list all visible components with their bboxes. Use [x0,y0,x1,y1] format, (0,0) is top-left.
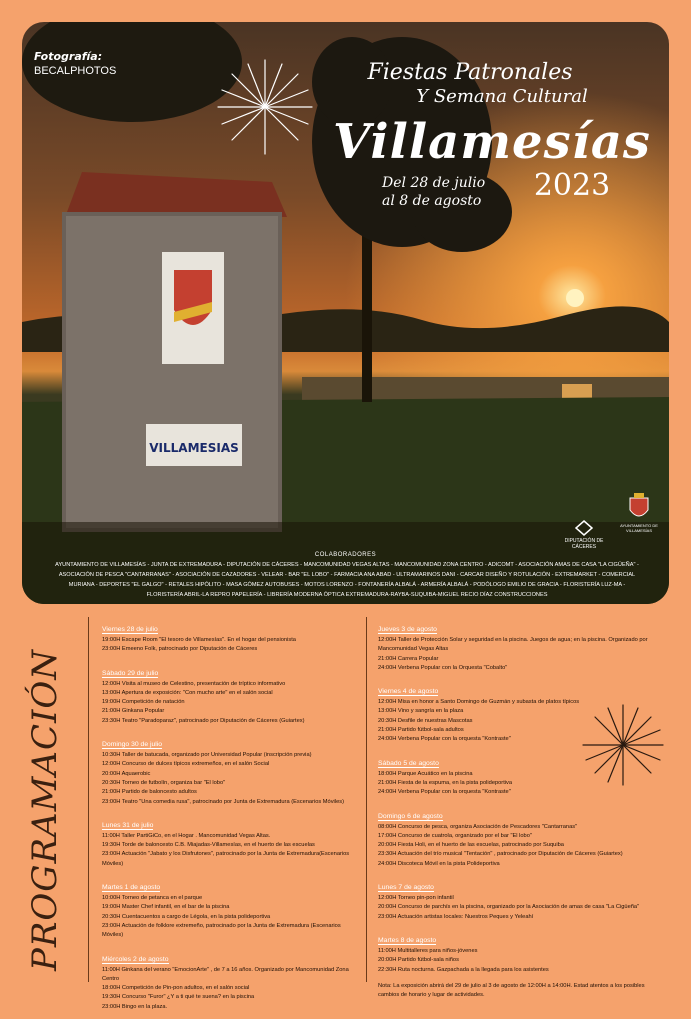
diputacion-logo [554,520,614,550]
title-line2: Y Semana Cultural [416,86,588,107]
event-item: 19:00H Master Chef infantil, en el bar de la piscina [102,904,230,911]
event-item: 18:00H Competición de Pin-pon adultos, en el salón social [102,985,250,992]
day-jueves-3-de-agosto [378,618,663,673]
ayuntamiento-logo-text: AYUNTAMIENTO DE VILLAMESÍAS [620,523,658,533]
event-item: 23:00H Emeeno Folk, patrocinado por Diputación de Cáceres [102,646,258,653]
diputacion-emblem-icon [575,520,593,536]
diputacion-logo-text: DIPUTACIÓN DE CÁCERES [564,538,604,550]
event-item: 12:00H Misa en honor a Santo Domingo de Guzmán y subasta de platos típicos [378,699,580,706]
day-title: Martes 8 de agosto [378,936,437,944]
sun [566,289,584,307]
event-item: 21:00H Fiesta de la espuma, en la pista polideportiva [378,779,513,786]
event-item: 12:00H Torneo pin-pon infantil [378,895,454,902]
village-sign-text: VILLAMESIAS [149,441,239,455]
day-title: Viernes 4 de agosto [378,688,439,696]
colaboradores-list: AYUNTAMIENTO DE VILLAMESÍAS - JUNTA DE EXTREMADURA - DIPUTACIÓN DE CÁCERES - MANCOMUNIDAD VEGAS ALTAS - MANCOMUNIDAD ZONA CENTRO - ADICOMT - ASOCIACIÓN AMAS DE CASA "LA CIGÜEÑA" - ASOCIACIÓN DE PESCA "CANTARRANAS" - ASOCIACIÓN DE CAZADORES - VELEAR - BAR "EL LOBO" - FARMACIA ANA ABAD - ULTRAMARINOS DANI - CARCAR DISEÑO Y ROTULACIÓN - EXTREMARKET - COMERCIAL MURIANA - DEPORTES "EL GALGO" - RETALES HIPÓLITO - MASA GÓMEZ AUTOBUSES - MOTOS LORENZO - FONTANERÍA ALBALÁ - ARMERÍA ALBALÁ - PODÓLOGO EMILIO DE GRACIA - FLORISTERÍA LUZ-MA - FLORISTERÍA ABRIL-LA REPRO PAPELERÍA - LIBRERÍA MODERNA ÓPTICA EXTREMADURA-RAYBA-SUQUIBA-MIGUEL RECIO DÍAZ CONSTRUCCIONES [55,562,639,598]
day-title: Domingo 30 de julio [102,741,163,749]
event-item: 23:00H Actuación artistas locales: Nuestros Peques y Yeleahí [378,913,534,920]
event-item: 11:00H Taller PartiGiCo, en el Hogar . Mancomunidad Vegas Altas. [102,832,271,839]
event-item: 19:30H Concurso "Furor" ¿Y a ti qué te suena? en la piscina [102,994,255,1001]
event-item: 21:00H Carrera Popular [378,655,439,662]
day-title: Sábado 5 de agosto [378,759,439,767]
coat-of-arms-icon [628,492,650,522]
program-note: Nota: La exposición abrirá del 29 de julio al 3 de agosto de 12:00H a 14:00H. Estad atentos a los posibles cambios de horario y lugar de actividades. [378,982,645,998]
day-martes-8-de-agosto [378,929,663,975]
event-item: 10:00H Torneo de petanca en el parque [102,895,203,902]
day-domingo-30-de-julio [102,733,357,807]
event-item: 23:00H Actuación "Jabato y los Disfrutones", patrocinado por la Junta de Extremadura(Escenarios Móviles) [102,851,350,867]
event-item: 13:00H Vino y sangría en la plaza [378,708,464,715]
year: 2023 [533,168,611,203]
day-sabado-29-de-julio [102,662,357,726]
day-title: Lunes 7 de agosto [378,884,434,892]
sunset-scene [22,22,669,604]
colaboradores-label: COLABORADORES [314,552,377,558]
event-item: 19:00H Competición de natación [102,699,185,706]
programacion-text: PROGRAMACIÓN [25,648,65,972]
program-left-column [102,618,357,1019]
day-lunes-31-de-julio [102,814,357,869]
event-item: 12:00H Taller de Protección Solar y seguridad en la piscina. Juegos de agua; en la piscina. Organizado por Mancomunidad Vegas Altas [378,637,648,653]
event-item: 21:00H Partido de baloncesto adultos [102,789,197,796]
event-item: 13:00H Apertura de exposición: "Con mucho arte" en el salón social [102,689,273,696]
day-title: Viernes 28 de julio [102,626,158,633]
event-item: 11:00H Ginkana del verano "EmocionArte" , de 7 a 16 años. Organizado por Mancomunidad Zona Centro [102,966,349,982]
program-right-column [378,618,663,1000]
title-line1: Fiestas Patronales [367,60,573,85]
dates-line1: Del 28 de julio [382,175,486,191]
event-item: 21:00H Partido fútbol-sala adultos [378,727,464,734]
event-item: 23:00H Bingo en la plaza. [102,1003,168,1010]
event-item: 24:00H Verbena Popular con la orquesta "Kontraste" [378,789,511,796]
programacion-label [20,648,70,972]
event-item: 21:00H Ginkana Popular [102,708,165,715]
event-item: 12:00H Concurso de dulces típicos extremeños, en el salón Social [102,761,270,768]
event-item: 20:00H Aquaerobic [102,770,151,777]
event-item: 23:30H Teatro "Paradoparaz", patrocinado por Diputación de Cáceres (Guiartex) [102,717,305,724]
hero-photo [22,22,669,604]
event-item: 20:30H Torneo de futbolín, organiza bar "El lobo" [102,779,226,786]
day-title: Martes 1 de agosto [102,884,161,892]
day-title: Lunes 31 de julio [102,821,154,829]
event-item: 08:00H Concurso de pesca, organiza Asociación de Pescadores "Cantarranas" [378,823,578,830]
day-lunes-7-de-agosto [378,876,663,922]
event-item: 20:00H Concurso de parchís en la piscina, organizado por la Asociación de amas de casa "La Cigüeña" [378,904,640,911]
event-item: 11:00H Multitalleres para niños-jóvenes [378,947,478,954]
event-item: 17:00H Concurso de cuatrola, organizado por el bar "El lobo" [378,832,532,839]
ayuntamiento-logo [614,492,664,533]
event-item: 23:30H Actuación del trío musical "Tentación" , patrocinado por Diputación de Cáceres (Guiartex) [378,851,623,858]
day-domingo-6-de-agosto [378,805,663,869]
event-item: 18:00H Parque Acuático en la piscina [378,770,473,777]
event-item: 12:00H Visita al museo de Celestino, presentación de tríptico informativo [102,680,286,687]
photo-credit [34,50,116,78]
firework-icon [210,52,320,162]
day-martes-1-de-agosto [102,876,357,940]
day-title: Sábado 29 de julio [102,669,159,677]
event-item: 23:00H Teatro "Una comedia rusa", patrocinado por Junta de Extremadura (Escenarios Móviles) [102,798,344,805]
event-item: 19:00H Escape Room "El tesoro de Villamesías". En el hogar del pensionista [102,637,296,643]
event-item: 20:00H Partido fútbol-sala niños [378,957,459,964]
event-item: 22:30H Ruta nocturna. Gazpachada a la llegada para los asistentes [378,966,549,973]
photo-credit-label: Fotografía: [34,50,103,63]
day-miercoles-2-de-agosto [102,948,357,1012]
event-item: 24:00H Verbena Popular con la Orquesta "Cobalto" [378,664,508,671]
photo-credit-name: BECALPHOTOS [34,65,117,77]
center-divider [366,617,367,982]
day-viernes-28-de-julio [102,618,357,655]
event-item: 10:30H Taller de batucada, organizado por Universidad Popular (inscripción previa) [102,752,312,759]
event-item: 20:30H Cuentacuentos a cargo de Légola, en la pista polideportiva [102,913,271,920]
event-item: 24:00H Discoteca Móvil en la pista Polideportiva [378,860,500,867]
left-divider [88,617,89,982]
event-item: 23:00H Actuación de folklore extremeño, patrocinado por la Junta de Extremadura (Escenarios Móviles) [102,922,341,939]
day-title: Jueves 3 de agosto [378,626,437,633]
event-item: 24:00H Verbena Popular con la orquesta "Kontraste" [378,736,511,743]
event-item: 19:30H Torde de baloncesto C.B. Miajadas-Villamesías, en el huerto de las escuelas [102,842,315,849]
dates-line2: al 8 de agosto [382,193,482,209]
event-item: 20:00H Fiesta Holi, en el huerto de las escuelas, patrocinado por Suquiba [378,842,564,849]
event-item: 20:30H Desfile de nuestras Mascotas [378,717,473,724]
day-title: Domingo 6 de agosto [378,812,443,820]
town-title: Villamesías [333,114,651,170]
firework-icon [578,700,668,790]
day-title: Miércoles 2 de agosto [102,955,169,963]
